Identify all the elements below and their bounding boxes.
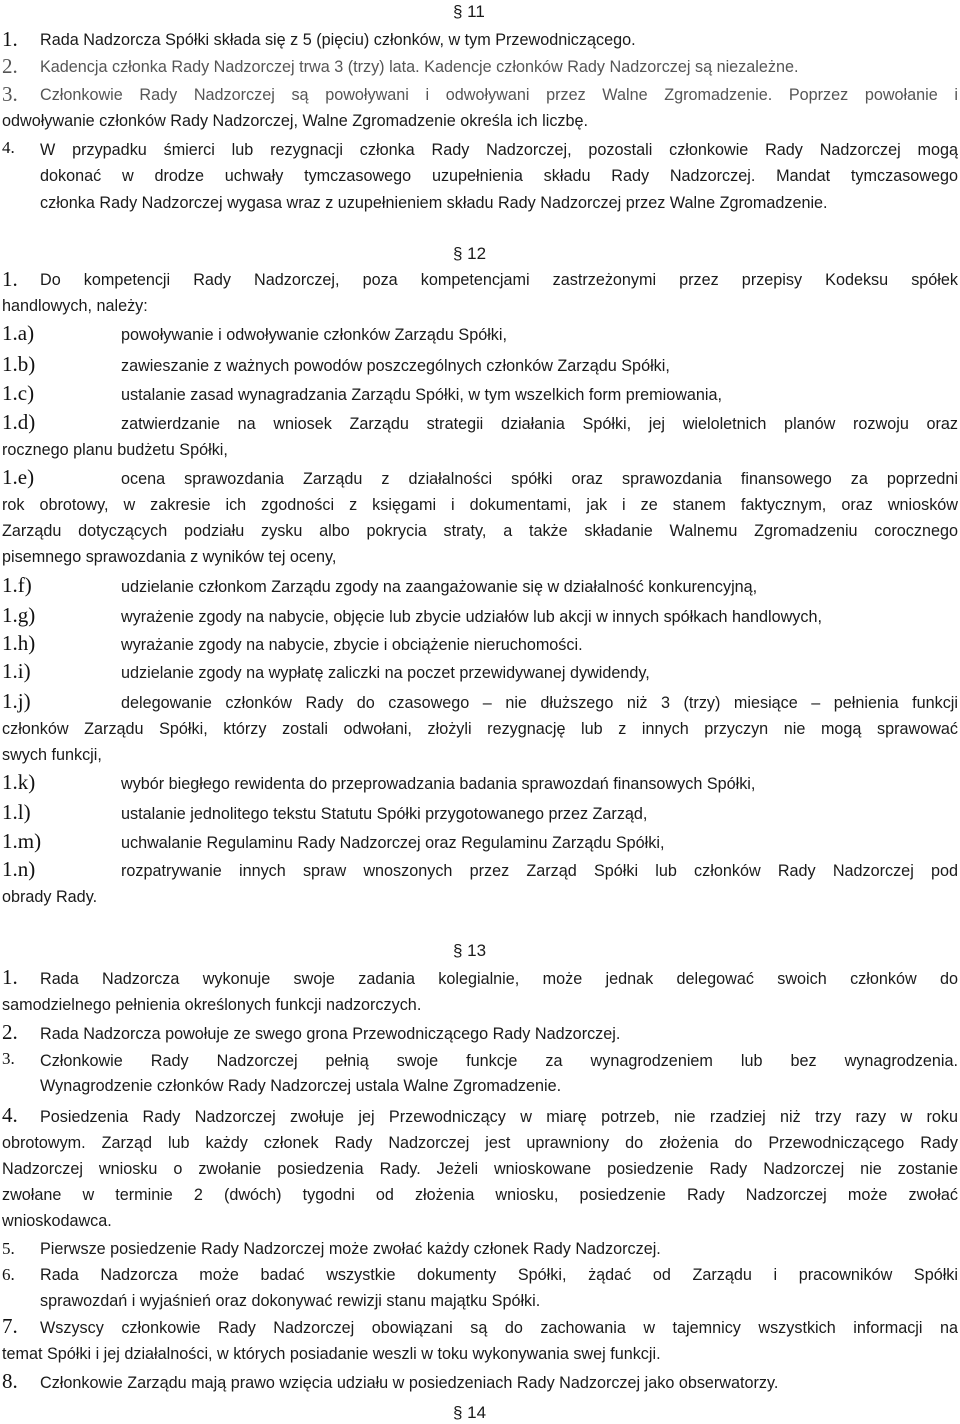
s13-p7-line1: Wszyscy członkowie Rady Nadzorczej obowiązani są do zachowania w tajemnicy wszystkich informacji na — [40, 1319, 958, 1337]
s12-p1-number: 1. — [2, 267, 18, 291]
s13-p3-line1: Członkowie Rady Nadzorczej pełnią swoje funkcje za wynagrodzeniem lub bez wynagrodzenia. — [40, 1052, 958, 1070]
s12-item-g-text: wyrażenie zgody na nabycie, objęcie lub zbycie udziałów lub akcji w innych spółkach handlowych, — [121, 608, 822, 626]
s13-p6-number: 6. — [2, 1265, 15, 1284]
s13-p4-line5: wnioskodawca. — [2, 1212, 112, 1230]
s12-item-e-cont1: rok obrotowy, w zakresie ich zgodności z księgami i dokumentami, jak i ze stanem faktycznym, oraz wniosków — [2, 496, 958, 514]
s13-p7-number: 7. — [2, 1314, 18, 1338]
s12-item-e-cont3: pisemnego sprawozdania z wyników tej oceny, — [2, 548, 337, 566]
s13-p5-text: Pierwsze posiedzenie Rady Nadzorczej może zwołać każdy członek Rady Nadzorczej. — [40, 1240, 661, 1258]
s13-p3-number: 3. — [2, 1049, 15, 1068]
s12-item-a-label: 1.a) — [2, 321, 35, 345]
s11-p3-line1: Członkowie Rady Nadzorczej są powoływani i odwoływani przez Walne Zgromadzenie. Poprzez powołanie i — [40, 86, 958, 104]
s13-p8-number: 8. — [2, 1369, 18, 1393]
s12-item-g-label: 1.g) — [2, 603, 36, 627]
s12-item-e-cont2: Zarządu dotyczących podziału zysku albo pokrycia straty, a także składanie Walnemu Zgromadzeniu corocznego — [2, 522, 958, 540]
s11-p4-number: 4. — [2, 138, 15, 157]
s12-item-k-label: 1.k) — [2, 770, 36, 794]
s13-p2-number: 2. — [2, 1020, 18, 1044]
s13-p8-text: Członkowie Zarządu mają prawo wzięcia udziału w posiedzeniach Rady Nadzorczej jako obserwatorzy. — [40, 1374, 779, 1392]
s13-p4-line4: zwołane w terminie 2 (dwóch) tygodni od złożenia wniosku, posiedzenie Rady Nadzorczej może zwołać — [2, 1186, 958, 1204]
s13-p4-line3: Nadzorczej wniosku o zwołanie posiedzenia Rady. Jeżeli wnioskowane posiedzenie Rady Nadzorczej nie zostanie — [2, 1160, 958, 1178]
s11-p2-number: 2. — [2, 54, 18, 78]
s11-p4-line1: W przypadku śmierci lub rezygnacji członka Rady Nadzorczej, pozostali członkowie Rady Nadzorczej mogą — [40, 141, 958, 159]
s12-item-h-text: wyrażanie zgody na nabycie, zbycie i obciążenie nieruchomości. — [121, 636, 583, 654]
s11-p3-number: 3. — [2, 82, 18, 106]
s13-p7-line2: temat Spółki i jej działalności, w których posiadanie weszli w toku wykonywania swej funkcji. — [2, 1345, 661, 1363]
s12-p1-line2: handlowych, należy: — [2, 297, 148, 315]
s13-p6-line1: Rada Nadzorcza może badać wszystkie dokumenty Spółki, żądać od Zarządu i pracowników Spółki — [40, 1266, 958, 1284]
s13-p4-line1: Posiedzenia Rady Nadzorczej zwołuje jej Przewodniczący w miarę potrzeb, nie rzadziej niż trzy razy w roku — [40, 1108, 958, 1126]
s12-item-k-text: wybór biegłego rewidenta do przeprowadzania badania sprawozdań finansowych Spółki, — [121, 775, 756, 793]
s11-p3-line2: odwoływanie członków Rady Nadzorczej, Walne Zgromadzenie określa ich liczbę. — [2, 112, 589, 130]
s12-item-f-text: udzielanie członkom Zarządu zgody na zaangażowanie się w działalność konkurencyjną, — [121, 578, 758, 596]
s12-item-d-text: zatwierdzanie na wniosek Zarządu strategii działania Spółki, jej wieloletnich planów rozwoju oraz — [121, 415, 958, 433]
s12-item-b-label: 1.b) — [2, 352, 36, 376]
s12-item-j-cont1: członków Zarządu Spółki, którzy zostali odwołani, złożyli rezygnację lub z innych przyczyn nie mogą sprawować — [2, 720, 958, 738]
s13-p3-line2: Wynagrodzenie członków Rady Nadzorczej ustala Walne Zgromadzenie. — [40, 1077, 562, 1095]
s12-item-c-text: ustalanie zasad wynagradzania Zarządu Spółki, w tym wszelkich form premiowania, — [121, 386, 723, 404]
s12-item-i-label: 1.i) — [2, 659, 31, 683]
s13-p4-line2: obrotowym. Zarząd lub każdy członek Rady Nadzorczej jest uprawniony do złożenia do Przewodniczącego Rady — [2, 1134, 958, 1152]
s12-item-b-text: zawieszanie z ważnych powodów poszczególnych członków Zarządu Spółki, — [121, 357, 670, 375]
section-13-heading: § 13 — [453, 941, 487, 960]
s12-item-n-cont1: obrady Rady. — [2, 888, 98, 906]
s12-item-m-text: uchwalanie Regulaminu Rady Nadzorczej oraz Regulaminu Zarządu Spółki, — [121, 834, 665, 852]
s12-item-n-text: rozpatrywanie innych spraw wnoszonych przez Zarząd Spółki lub członków Rady Nadzorczej pod — [121, 862, 958, 880]
s12-item-j-text: delegowanie członków Rady do czasowego – nie dłuższego niż 3 (trzy) miesiące – pełnienia funkcji — [121, 694, 958, 712]
s11-p1-text: Rada Nadzorcza Spółki składa się z 5 (pięciu) członków, w tym Przewodniczącego. — [40, 31, 636, 49]
s13-p1-line2: samodzielnego pełnienia określonych funkcji nadzorczych. — [2, 996, 422, 1014]
s11-p4-line2: dokonać w drodze uchwały tymczasowego uzupełnienia składu Rady Nadzorczej. Mandat tymczasowego — [40, 167, 958, 185]
s12-item-j-cont2: swych funkcji, — [2, 746, 102, 764]
s13-p1-number: 1. — [2, 965, 18, 989]
s11-p2-text: Kadencja członka Rady Nadzorczej trwa 3 (trzy) lata. Kadencje członków Rady Nadzorczej są niezależne. — [40, 58, 799, 76]
section-14-heading: § 14 — [453, 1403, 487, 1422]
s13-p5-number: 5. — [2, 1239, 15, 1258]
s12-item-d-label: 1.d) — [2, 410, 36, 434]
s13-p4-number: 4. — [2, 1103, 18, 1127]
s12-item-h-label: 1.h) — [2, 631, 36, 655]
s12-p1-line1: Do kompetencji Rady Nadzorczej, poza kompetencjami zastrzeżonymi przez przepisy Kodeksu spółek — [40, 271, 958, 289]
s12-item-n-label: 1.n) — [2, 857, 36, 881]
s12-item-d-cont1: rocznego planu budżetu Spółki, — [2, 441, 228, 459]
s11-p4-line3: członka Rady Nadzorczej wygasa wraz z uzupełnieniem składu Rady Nadzorczej przez Walne Zgromadzenie. — [40, 194, 828, 212]
s12-item-l-text: ustalanie jednolitego tekstu Statutu Spółki przygotowanego przez Zarząd, — [121, 805, 648, 823]
s12-item-e-label: 1.e) — [2, 465, 35, 489]
s12-item-c-label: 1.c) — [2, 381, 35, 405]
s13-p6-line2: sprawozdań i wyjaśnień oraz dokonywać rewizji stanu majątku Spółki. — [40, 1292, 541, 1310]
s13-p2-text: Rada Nadzorcza powołuje ze swego grona Przewodniczącego Rady Nadzorczej. — [40, 1025, 621, 1043]
s11-p1-number: 1. — [2, 27, 18, 51]
section-12-heading: § 12 — [453, 244, 487, 263]
s13-p1-line1: Rada Nadzorcza wykonuje swoje zadania kolegialnie, może jednak delegować swoich członków do — [40, 970, 958, 988]
s12-item-l-label: 1.l) — [2, 800, 31, 824]
s12-item-e-text: ocena sprawozdania Zarządu z działalności spółki oraz sprawozdania finansowego za poprzedni — [121, 470, 958, 488]
s12-item-j-label: 1.j) — [2, 689, 31, 713]
s12-item-a-text: powoływanie i odwoływanie członków Zarządu Spółki, — [121, 326, 507, 344]
s12-item-i-text: udzielanie zgody na wypłatę zaliczki na poczet przewidywanej dywidendy, — [121, 664, 650, 682]
s12-item-f-label: 1.f) — [2, 573, 32, 597]
section-11-heading: § 11 — [453, 2, 485, 21]
s12-item-m-label: 1.m) — [2, 829, 42, 853]
